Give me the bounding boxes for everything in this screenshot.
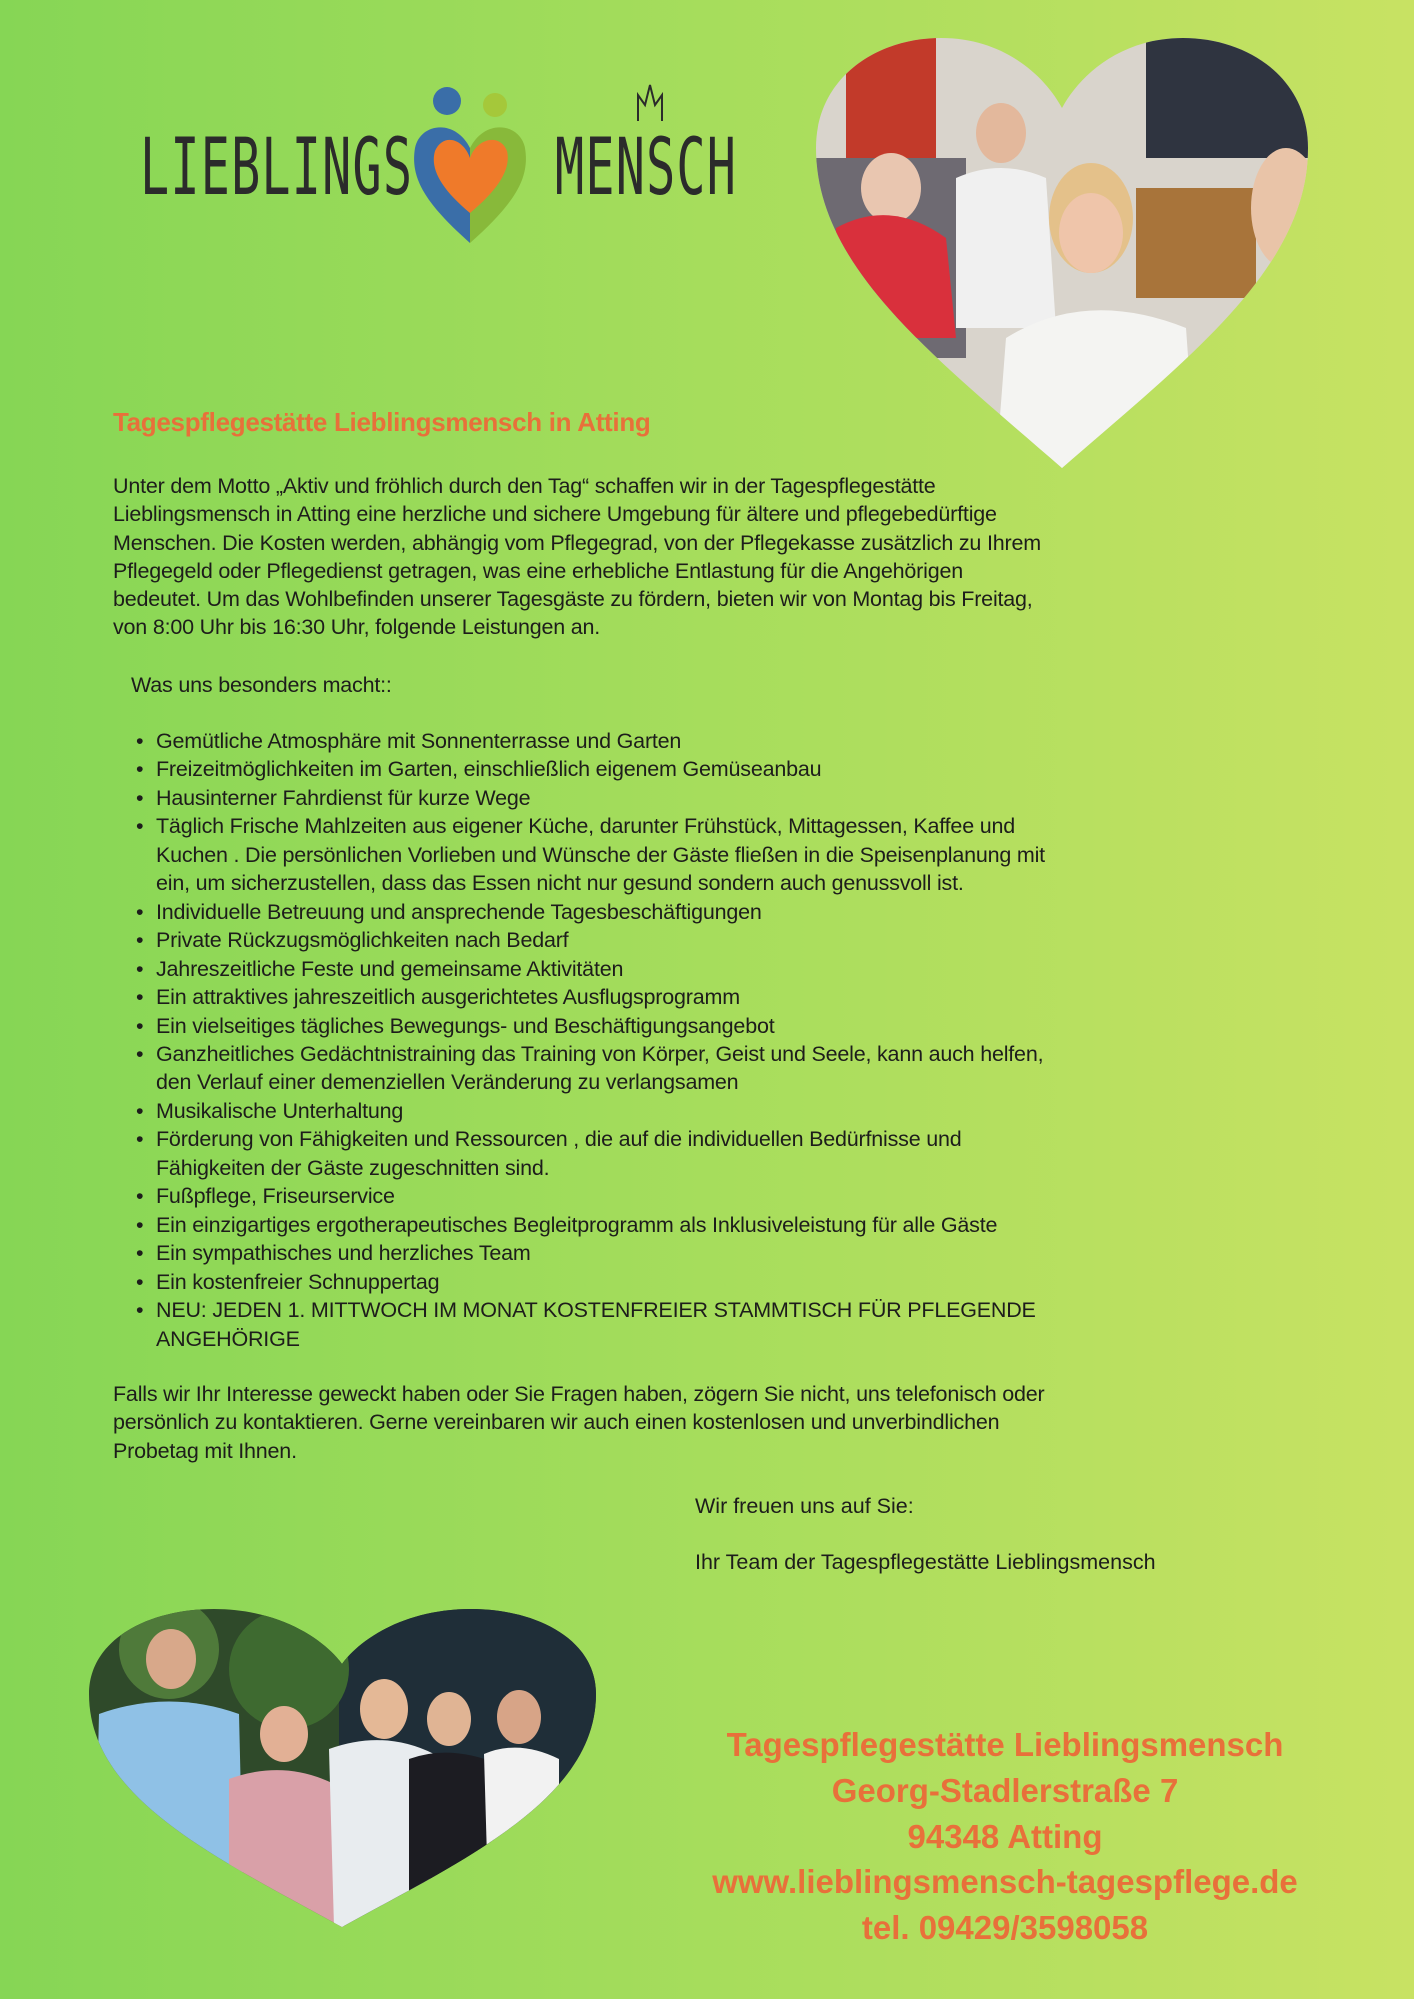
bullet-icon: • bbox=[136, 1098, 144, 1123]
feature-text: Ein sympathisches und herzliches Team bbox=[156, 1241, 531, 1266]
feature-text: den Verlauf einer demenziellen Veränderung zu verlangsamen bbox=[156, 1070, 739, 1095]
intro-line: Lieblingsmensch in Atting eine herzliche und sichere Umgebung für ältere und pflegebedürftige bbox=[113, 502, 997, 527]
closing-paragraph bbox=[113, 1380, 1045, 1465]
intro-line: Menschen. Die Kosten werden, abhängig vom Pflegegrad, von der Pflegekasse zusätzlich zu Ihrem bbox=[113, 530, 1041, 555]
bullet-icon: • bbox=[136, 814, 144, 839]
bullet-icon: • bbox=[136, 757, 144, 782]
contact-phone[interactable]: tel. 09429/3598058 bbox=[861, 1909, 1149, 1947]
intro-line: von 8:00 Uhr bis 16:30 Uhr, folgende Leistungen an. bbox=[113, 615, 601, 640]
feature-text: Gemütliche Atmosphäre mit Sonnenterrasse und Garten bbox=[156, 729, 682, 753]
bullet-icon: • bbox=[136, 785, 144, 810]
signature: Ihr Team der Tagespflegestätte Lieblingsmensch bbox=[695, 1550, 1156, 1574]
logo-word-left: LIEBLINGS bbox=[140, 123, 414, 213]
heart-photo-team bbox=[89, 1609, 596, 1927]
contact-website[interactable]: www.lieblingsmensch-tagespflege.de bbox=[712, 1863, 1298, 1901]
feature-item bbox=[136, 1296, 1045, 1353]
logo bbox=[140, 83, 770, 253]
feature-text: Ein kostenfreier Schnuppertag bbox=[156, 1269, 440, 1294]
heart-photo-care-scene bbox=[816, 38, 1308, 468]
bullet-icon: • bbox=[136, 899, 144, 924]
feature-text: Förderung von Fähigkeiten und Ressourcen , die auf die individuellen Bedürfnisse und bbox=[156, 1127, 962, 1152]
intro-line: Unter dem Motto „Aktiv und fröhlich durch den Tag“ schaffen wir in der Tagespflegestätte bbox=[113, 474, 936, 498]
feature-text: Freizeitmöglichkeiten im Garten, einschließlich eigenem Gemüseanbau bbox=[156, 757, 822, 782]
bullet-icon: • bbox=[136, 729, 144, 753]
bullet-icon: • bbox=[136, 1298, 144, 1323]
bullet-icon: • bbox=[136, 1241, 144, 1266]
feature-text: Ein vielseitiges tägliches Bewegungs- und Beschäftigungsangebot bbox=[156, 1013, 775, 1038]
intro-paragraph bbox=[113, 472, 1041, 642]
feature-item bbox=[136, 1040, 1045, 1097]
feature-text: Täglich Frische Mahlzeiten aus eigener Küche, darunter Frühstück, Mittagessen, Kaffee und bbox=[156, 814, 1015, 839]
feature-item bbox=[136, 926, 1045, 954]
feature-item bbox=[136, 1097, 1045, 1125]
crown-icon bbox=[635, 83, 665, 123]
bullet-icon: • bbox=[136, 956, 144, 981]
bullet-icon: • bbox=[136, 1184, 144, 1209]
feature-text: Fähigkeiten der Gäste zugeschnitten sind. bbox=[156, 1155, 550, 1180]
closing-line: Falls wir Ihr Interesse geweckt haben oder Sie Fragen haben, zögern Sie nicht, uns telefonisch oder bbox=[113, 1382, 1045, 1406]
page-title: Tagespflegestätte Lieblingsmensch in Atting bbox=[113, 407, 651, 437]
feature-text: Fußpflege, Friseurservice bbox=[156, 1184, 395, 1209]
greeting: Wir freuen uns auf Sie: bbox=[695, 1494, 914, 1518]
feature-text: Individuelle Betreuung und ansprechende Tagesbeschäftigungen bbox=[156, 899, 762, 924]
contact-street: Georg-Stadlerstraße 7 bbox=[831, 1771, 1179, 1809]
feature-text: Musikalische Unterhaltung bbox=[156, 1098, 404, 1123]
feature-item bbox=[136, 898, 1045, 926]
feature-item bbox=[136, 727, 1045, 755]
closing-line: Probetag mit Ihnen. bbox=[113, 1438, 297, 1463]
bullet-icon: • bbox=[136, 1269, 144, 1294]
feature-item bbox=[136, 1012, 1045, 1040]
logo-heart-icon bbox=[405, 83, 535, 253]
feature-text: Hausinterner Fahrdienst für kurze Wege bbox=[156, 785, 531, 810]
contact-city: 94348 Atting bbox=[907, 1817, 1103, 1855]
feature-item bbox=[136, 784, 1045, 812]
intro-line: Pflegegeld oder Pflegedienst getragen, was eine erhebliche Entlastung für die Angehörigen bbox=[113, 558, 963, 583]
feature-text: ein, um sicherzustellen, dass das Essen nicht nur gesund sondern auch genussvoll ist. bbox=[156, 871, 964, 896]
bullet-icon: • bbox=[136, 1127, 144, 1152]
intro-line: bedeutet. Um das Wohlbefinden unserer Tagesgäste zu fördern, bieten wir von Montag bis Freitag, bbox=[113, 587, 1033, 612]
feature-text: Jahreszeitliche Feste und gemeinsame Aktivitäten bbox=[156, 956, 624, 981]
feature-item bbox=[136, 755, 1045, 783]
logo-word-right: MENSCH bbox=[555, 123, 738, 213]
feature-item bbox=[136, 955, 1045, 983]
feature-list bbox=[136, 727, 1045, 1353]
bullet-icon: • bbox=[136, 1041, 144, 1066]
bullet-icon: • bbox=[136, 985, 144, 1010]
feature-text: Kuchen . Die persönlichen Vorlieben und Wünsche der Gäste fließen in die Speisenplanung mit bbox=[156, 842, 1045, 867]
contact-name: Tagespflegestätte Lieblingsmensch bbox=[726, 1726, 1284, 1763]
feature-item bbox=[136, 1239, 1045, 1267]
bullet-icon: • bbox=[136, 928, 144, 953]
bullet-icon: • bbox=[136, 1013, 144, 1038]
feature-item bbox=[136, 812, 1045, 897]
feature-item bbox=[136, 1211, 1045, 1239]
feature-item bbox=[136, 983, 1045, 1011]
feature-text: Ganzheitliches Gedächtnistraining das Training von Körper, Geist und Seele, kann auch helfen, bbox=[156, 1041, 1044, 1066]
feature-item bbox=[136, 1125, 1045, 1182]
feature-text: Private Rückzugsmöglichkeiten nach Bedarf bbox=[156, 928, 569, 953]
closing-line: persönlich zu kontaktieren. Gerne vereinbaren wir auch einen kostenlosen und unverbindlichen bbox=[113, 1410, 1000, 1435]
feature-text: NEU: JEDEN 1. MITTWOCH IM MONAT KOSTENFREIER STAMMTISCH FÜR PFLEGENDE bbox=[156, 1298, 1036, 1323]
feature-item bbox=[136, 1182, 1045, 1210]
bullet-icon: • bbox=[136, 1212, 144, 1237]
feature-text: Ein einzigartiges ergotherapeutisches Begleitprogramm als Inklusiveleistung für alle Gäste bbox=[156, 1212, 998, 1237]
feature-item bbox=[136, 1268, 1045, 1296]
special-heading: Was uns besonders macht:: bbox=[131, 673, 392, 697]
feature-text: ANGEHÖRIGE bbox=[156, 1326, 300, 1351]
feature-text: Ein attraktives jahreszeitlich ausgerichtetes Ausflugsprogramm bbox=[156, 985, 740, 1010]
contact-block bbox=[680, 1722, 1330, 1951]
